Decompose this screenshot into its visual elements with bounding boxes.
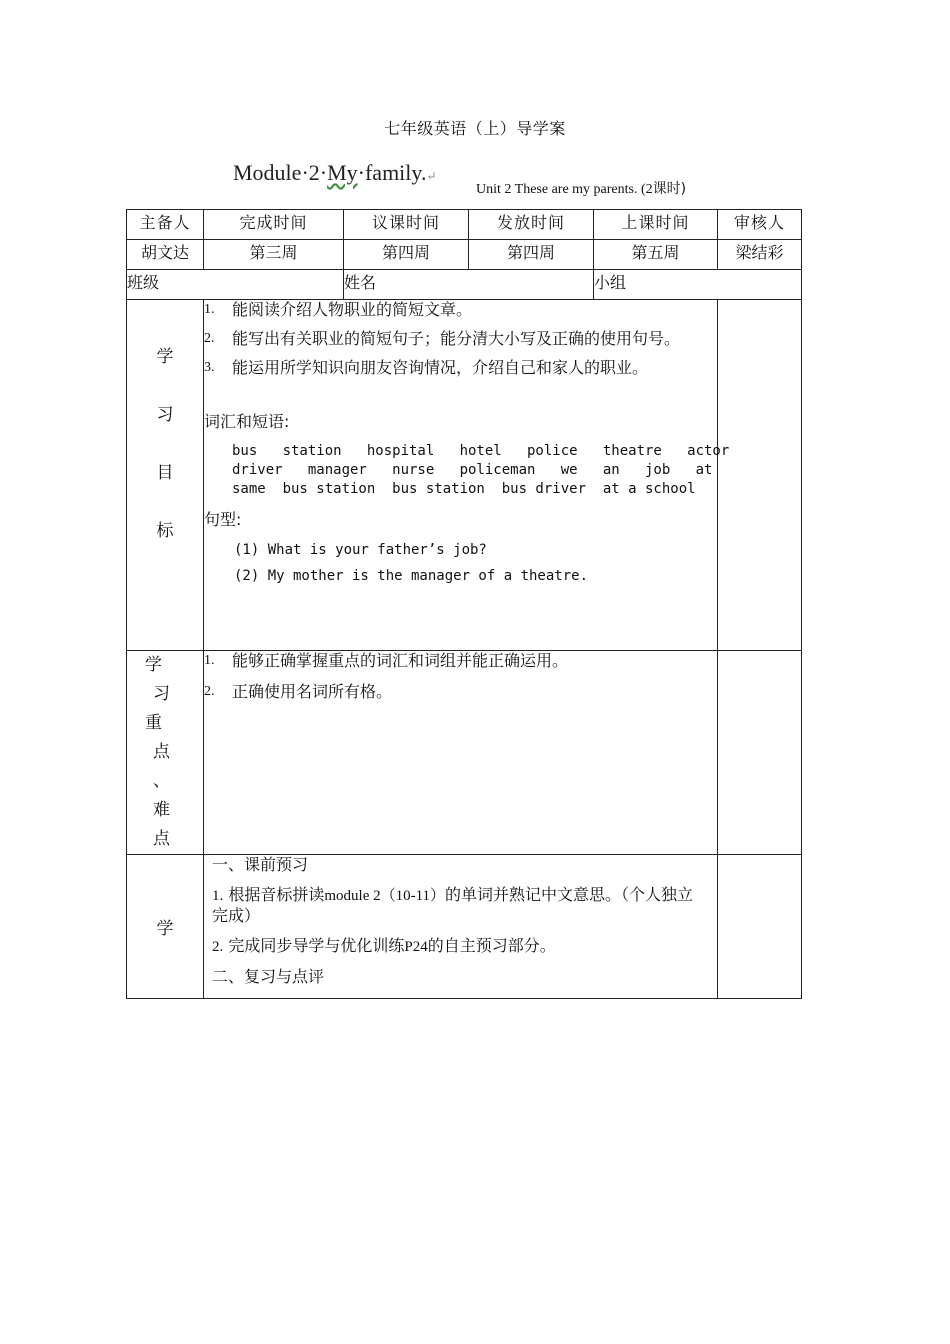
- study-label: 学: [127, 855, 204, 999]
- study-step-2: 2. 完成同步导学与优化训练P24的自主预习部分。: [212, 936, 556, 955]
- group-field: 小组: [594, 270, 802, 300]
- vocab-label: 词汇和短语:: [204, 412, 290, 431]
- value-cell: 梁结彩: [718, 240, 802, 270]
- keypoints-label-char: 重: [145, 713, 162, 733]
- vocab-line: same bus station bus station bus driver at a school: [232, 481, 696, 497]
- vocab-line: bus station hospital hotel police theatre actor: [232, 443, 730, 459]
- header-row: [127, 210, 802, 240]
- objectives-label: [127, 300, 204, 651]
- value-cell: 胡文达: [127, 240, 204, 270]
- value-cell: 第三周: [204, 240, 344, 270]
- name-field: 姓名: [344, 270, 594, 300]
- module-title-underlined: My: [327, 160, 358, 185]
- keypoints-row: [127, 651, 802, 855]
- header-cell: 完成时间: [204, 210, 344, 240]
- study-section-preview: 一、课前预习: [212, 855, 309, 874]
- vocab-line: driver manager nurse policeman we an job at: [232, 462, 713, 478]
- sentence-pattern: (1) What is your father’s job?: [234, 542, 487, 558]
- value-cell: 第五周: [594, 240, 718, 270]
- objectives-label-char: 学: [156, 347, 174, 367]
- study-notes: [718, 855, 802, 999]
- keypoints-label-char: 习: [153, 684, 170, 704]
- objectives-label-char: 目: [156, 463, 174, 483]
- info-row: [127, 270, 802, 300]
- unit-title: [476, 178, 686, 198]
- class-field: 班级: [127, 270, 344, 300]
- objective-item: 3. 能运用所学知识向朋友咨询情况，介绍自己和家人的职业。: [204, 358, 649, 377]
- header-cell: 议课时间: [344, 210, 469, 240]
- keypoints-label-char: 学: [145, 655, 162, 675]
- objectives-label-char: 标: [156, 521, 174, 541]
- lesson-plan-table: [126, 209, 802, 999]
- value-cell: 第四周: [469, 240, 594, 270]
- module-title-suffix: ·family.: [357, 160, 427, 185]
- header-cell: 发放时间: [469, 210, 594, 240]
- module-title-prefix: Module·2·: [233, 160, 328, 185]
- keypoints-label-char: 点: [153, 742, 170, 762]
- keypoints-label-char: 点: [153, 829, 170, 849]
- module-title: [233, 160, 437, 186]
- keypoints-content: [204, 651, 718, 855]
- header-cell: 审核人: [718, 210, 802, 240]
- objective-item: 2. 能写出有关职业的简短句子；能分清大小写及正确的使用句号。: [204, 329, 681, 348]
- return-mark-icon: ↵: [426, 169, 437, 183]
- keypoints-label-char: 、: [153, 771, 170, 791]
- vocab-list: [232, 442, 730, 499]
- keypoints-label: [127, 651, 204, 855]
- unit-title-cn: 课时): [652, 181, 687, 197]
- keypoint-item: 1. 能够正确掌握重点的词汇和词组并能正确运用。: [204, 651, 569, 670]
- sentence-label: 句型:: [204, 510, 242, 529]
- header-cell: 主备人: [127, 210, 204, 240]
- sentence-pattern: (2) My mother is the manager of a theatre.: [234, 568, 589, 584]
- study-content: [204, 855, 718, 999]
- objectives-label-char: 习: [156, 405, 174, 425]
- study-section-review: 二、复习与点评: [212, 967, 325, 986]
- objectives-notes: [718, 300, 802, 651]
- keypoints-label-char: 难: [153, 800, 170, 820]
- keypoint-item: 2. 正确使用名词所有格。: [204, 682, 393, 701]
- keypoints-notes: [718, 651, 802, 855]
- objective-item: 1. 能阅读介绍人物职业的简短文章。: [204, 300, 473, 319]
- value-cell: 第四周: [344, 240, 469, 270]
- document-title: 七年级英语（上）导学案: [384, 119, 566, 138]
- objectives-content: [204, 300, 730, 651]
- value-row: [127, 240, 802, 270]
- header-cell: 上课时间: [594, 210, 718, 240]
- unit-title-en: Unit 2 These are my parents. (2: [476, 182, 653, 197]
- study-step-1: 1. 根据音标拼读module 2（10-11）的单词并熟记中文意思。（个人独立完成）: [212, 885, 694, 925]
- study-row: [127, 855, 802, 999]
- objectives-row: [127, 300, 802, 651]
